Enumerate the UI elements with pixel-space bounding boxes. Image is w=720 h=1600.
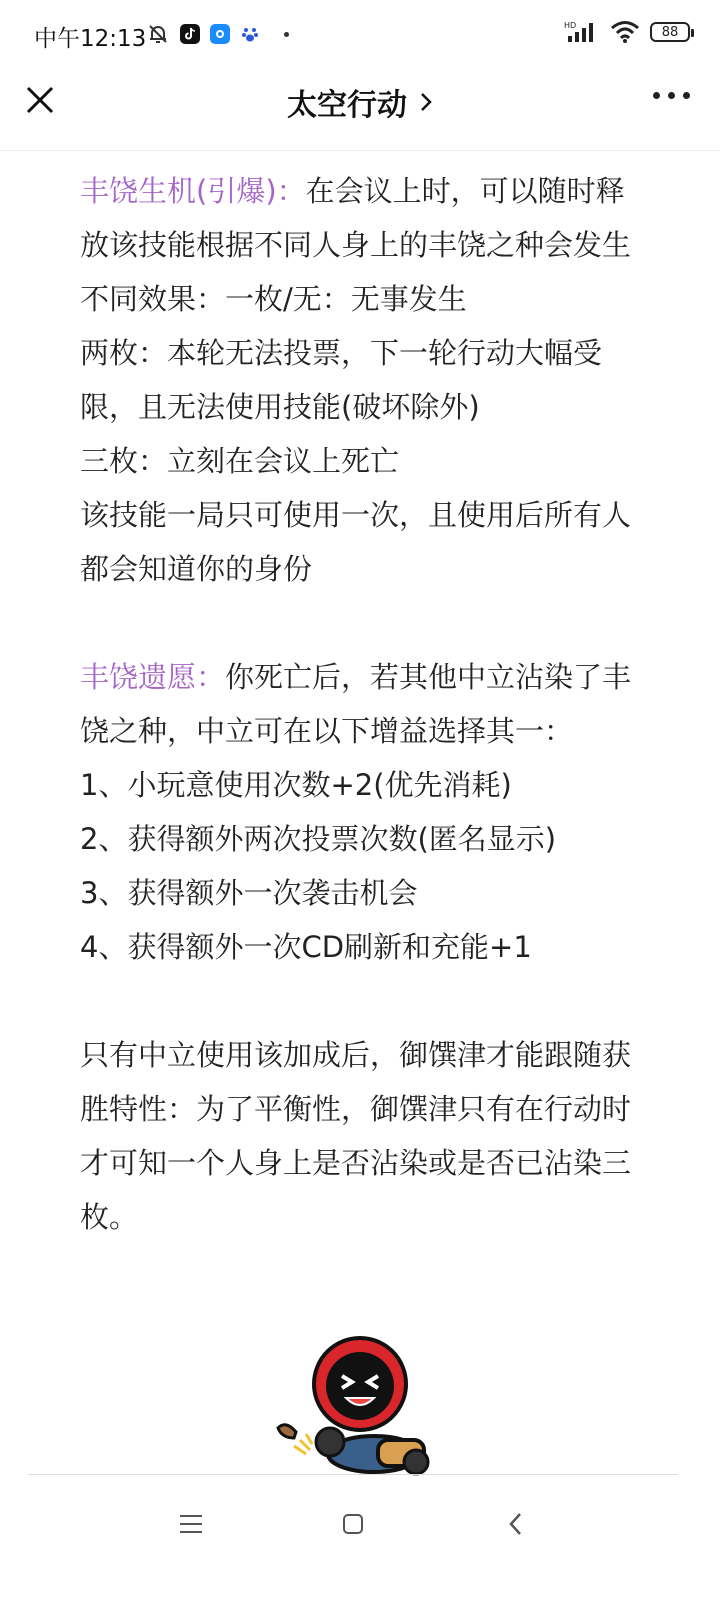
status-time: 中午12:13: [34, 26, 147, 52]
page-title: 太空行动: [287, 88, 407, 123]
paragraph-skill-1: [80, 164, 640, 326]
mute-bell-icon: [146, 22, 170, 46]
more-dot-icon: [668, 92, 675, 99]
notification-icons: [146, 22, 289, 46]
paragraph-note: 只有中立使用该加成后，御馔津才能跟随获胜特性：为了平衡性，御馔津只有在行动时才可知一个人身上是否沾染或是否已沾染三枚。: [80, 1038, 632, 1234]
battery-icon: [650, 22, 690, 42]
system-icons: [564, 20, 690, 44]
list-item: 2、获得额外两次投票次数(匿名显示): [80, 822, 557, 856]
close-icon: [22, 82, 58, 118]
more-options-button[interactable]: [653, 92, 690, 99]
list-item: 3、获得额外一次袭击机会: [80, 876, 418, 910]
menu-icon: [178, 1513, 204, 1535]
battery-level: 88: [661, 24, 679, 40]
astronaut-mascot-sticker: [268, 1336, 438, 1476]
close-button[interactable]: [22, 82, 58, 118]
skill-name-highlight: 丰饶遗愿：: [80, 660, 226, 694]
home-square-icon: [341, 1512, 365, 1536]
paragraph-skill-2: [80, 650, 640, 758]
wifi-icon: [610, 20, 640, 44]
tiktok-icon: [180, 24, 200, 44]
bottom-divider: [28, 1474, 678, 1475]
list-item: 1、小玩意使用次数+2(优先消耗): [80, 768, 512, 802]
more-dot-icon: [653, 92, 660, 99]
paragraph-line: 两枚：本轮无法投票，下一轮行动大幅受限，且无法使用技能(破坏除外): [80, 336, 603, 424]
system-nav-bar: [0, 1476, 720, 1600]
more-notifications-dot: [284, 32, 289, 37]
nav-title-link[interactable]: [0, 70, 720, 134]
skill-name-highlight: 丰饶生机(引爆)：: [80, 174, 306, 208]
back-button[interactable]: [496, 1504, 536, 1544]
top-nav-bar: [0, 70, 720, 151]
more-dot-icon: [683, 92, 690, 99]
app-blue-icon: [210, 24, 230, 44]
paragraph-text: 在会议上时，可以随时释放该技能根据不同人身上的丰饶之种会发生不同效果：一枚/无：无事发生: [80, 174, 632, 316]
menu-button[interactable]: [171, 1504, 211, 1544]
network-type-label: HD: [564, 21, 577, 30]
status-bar: [0, 0, 720, 70]
paragraph-text: 你死亡后，若其他中立沾染了丰饶之种，中立可在以下增益选择其一：: [80, 660, 632, 748]
list-item: 4、获得额外一次CD刷新和充能+1: [80, 930, 532, 964]
paragraph-line: 该技能一局只可使用一次，且使用后所有人都会知道你的身份: [80, 498, 632, 586]
article-body: [80, 164, 640, 1244]
home-button[interactable]: [333, 1504, 373, 1544]
paragraph-line: 三枚：立刻在会议上死亡: [80, 444, 400, 478]
back-arrow-icon: [506, 1511, 526, 1537]
chevron-right-icon: [419, 90, 433, 114]
signal-icon: [564, 20, 600, 44]
baidu-icon: [240, 24, 260, 44]
